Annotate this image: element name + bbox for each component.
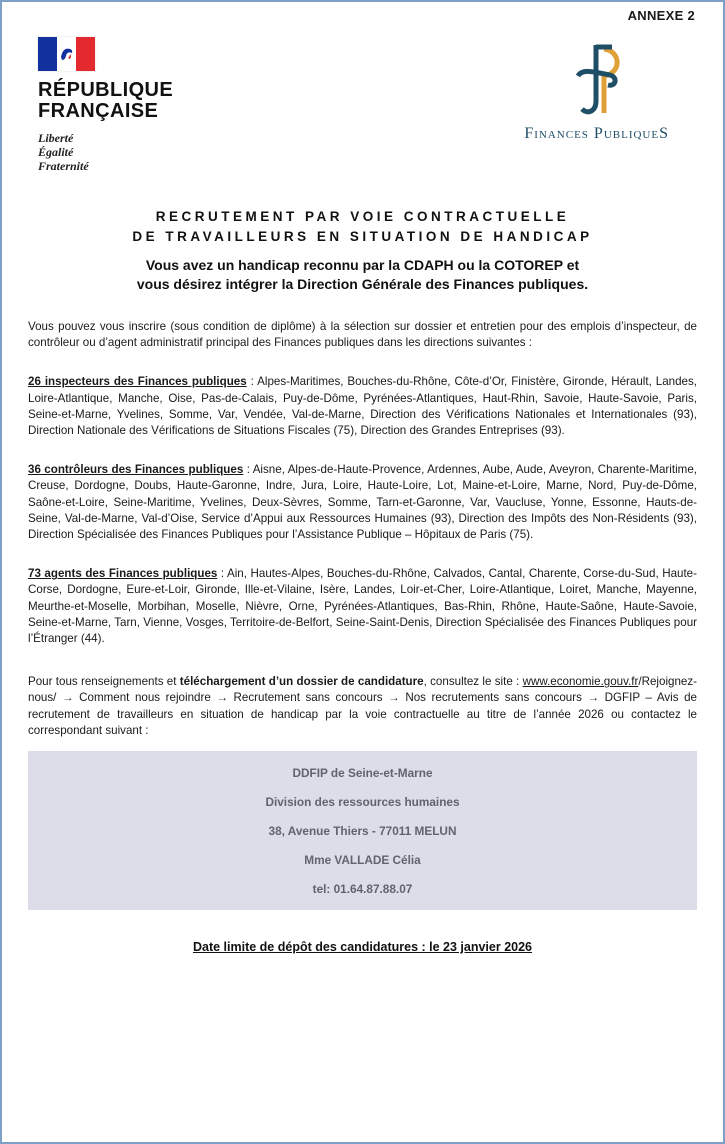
- motto-egalite: Égalité: [38, 145, 74, 159]
- title-line1: RECRUTEMENT PAR VOIE CONTRACTUELLE: [155, 209, 570, 224]
- info-paragraph: [28, 674, 697, 739]
- colon-separator: :: [246, 375, 258, 389]
- flag-white-stripe: [57, 37, 76, 71]
- info-text-before: Pour tous renseignements et: [28, 675, 180, 689]
- republique-francaise-wordmark: [38, 80, 173, 122]
- contact-division: Division des ressources humaines: [265, 795, 460, 810]
- section-agents-heading: 73 agents des Finances publiques: [28, 567, 218, 581]
- french-flag-icon: [38, 37, 95, 71]
- section-agents: [28, 566, 697, 647]
- contact-organization: DDFIP de Seine-et-Marne: [292, 766, 433, 781]
- contact-box: [28, 751, 697, 910]
- header: [28, 37, 697, 173]
- intro-paragraph: Vous pouvez vous inscrire (sous condition de diplôme) à la sélection sur dossier et entretien pour des emplois d’inspecteur, de contrôleur ou d’agent administratif principal des Finances publiques dans les directions suivantes :: [28, 320, 697, 350]
- info-trail-text: → Comment nous rejoindre → Recrutement sans concours → Nos recrutements sans concours → DGFIP – Avis de recrutement de travailleurs en situation de handicap par la voie contractuelle au titre de l’année 2026 ou contactez le correspondant suivant :: [28, 691, 697, 737]
- contact-address: 38, Avenue Thiers - 77011 MELUN: [268, 824, 457, 839]
- subtitle-line1: Vous avez un handicap reconnu par la CDAPH ou la COTOREP et: [145, 257, 580, 273]
- info-bold-text: téléchargement d’un dossier de candidature: [179, 675, 424, 689]
- page-subtitle: [28, 256, 697, 294]
- rf-wordmark-line1: RÉPUBLIQUE: [38, 79, 174, 101]
- section-controleurs: [28, 462, 697, 543]
- rf-motto: [38, 131, 173, 173]
- section-inspecteurs-heading: 26 inspecteurs des Finances publiques: [28, 375, 247, 389]
- finances-publiques-monogram-icon: [566, 43, 628, 121]
- flag-blue-stripe: [38, 37, 57, 71]
- info-text-after: , consultez le site :: [423, 675, 523, 689]
- finances-publiques-logo: [524, 43, 669, 143]
- colon-separator: :: [217, 567, 227, 581]
- colon-separator: :: [243, 463, 253, 477]
- info-link-path: /Rejoignez-nous/: [28, 675, 698, 705]
- motto-liberte: Liberté: [38, 131, 74, 145]
- section-controleurs-heading: 36 contrôleurs des Finances publiques: [28, 463, 244, 477]
- finances-publiques-wordmark: Finances PubliqueS: [524, 125, 669, 142]
- republique-francaise-logo: [38, 37, 173, 173]
- title-line2: DE TRAVAILLEURS EN SITUATION DE HANDICAP: [132, 229, 593, 244]
- deadline-notice: Date limite de dépôt des candidatures : le 23 janvier 2026: [192, 940, 533, 955]
- subtitle-line2: vous désirez intégrer la Direction Générale des Finances publiques.: [136, 276, 589, 292]
- annexe-label: ANNEXE 2: [627, 8, 695, 23]
- flag-red-stripe: [76, 37, 95, 71]
- section-controleurs-body: Aisne, Alpes-de-Haute-Provence, Ardennes, Aube, Aude, Aveyron, Charente-Maritime, Creuse, Dordogne, Doubs, Haute-Garonne, Indre, Jura, Loire, Haute-Loire, Lot, Maine-et-Loire, Marne, Nord, Puy-de-Dôme, Saône-et-Loire, Seine-Maritime, Yvelines, Deux-Sèvres, Somme, Tarn-et-Garonne, Var, Vaucluse, Yonne, Essonne, Hauts-de-Seine, Val-de-Marne, Val-d’Oise, Service d’Appui aux Ressources Humaines (93), Direction des Impôts des Non-Résidents (93), Direction Spécialisée des Finances Publiques pour l’Assistance Publique – Hôpitaux de Paris (75).: [28, 463, 697, 542]
- contact-phone: tel: 01.64.87.88.07: [312, 882, 413, 897]
- section-inspecteurs: [28, 374, 697, 439]
- economie-gouv-link[interactable]: www.economie.gouv.fr: [522, 675, 639, 689]
- section-agents-body: Ain, Hautes-Alpes, Bouches-du-Rhône, Calvados, Cantal, Charente, Corse-du-Sud, Haute-Corse, Dordogne, Eure-et-Loir, Gironde, Ille-et-Vilaine, Isère, Landes, Loir-et-Cher, Loire-Atlantique, Loiret, Manche, Mayenne, Meurthe-et-Moselle, Morbihan, Moselle, Nièvre, Orne, Pyrénées-Atlantiques, Bas-Rhin, Rhône, Haute-Saône, Haute-Savoie, Seine-et-Marne, Tarn, Vienne, Vosges, Territoire-de-Belfort, Seine-Saint-Denis, Direction Spécialisée des Finances Publiques pour l’Étranger (44).: [28, 567, 697, 646]
- marianne-icon: [58, 44, 75, 64]
- page-title: [28, 207, 697, 247]
- rf-wordmark-line2: FRANÇAISE: [38, 100, 159, 122]
- contact-person: Mme VALLADE Célia: [304, 853, 421, 868]
- motto-fraternite: Fraternité: [38, 159, 89, 173]
- section-inspecteurs-body: Alpes-Maritimes, Bouches-du-Rhône, Côte-d’Or, Finistère, Gironde, Hérault, Landes, Loire-Atlantique, Manche, Oise, Pas-de-Calais, Puy-de-Dôme, Pyrénées-Atlantiques, Haut-Rhin, Savoie, Haute-Savoie, Paris, Seine-et-Marne, Yvelines, Somme, Var, Vendée, Val-de-Marne, Direction des Vérifications Nationales et Internationales (93), Direction Nationale des Vérifications de Situations Fiscales (75), Direction des Grandes Entreprises (93).: [28, 375, 698, 438]
